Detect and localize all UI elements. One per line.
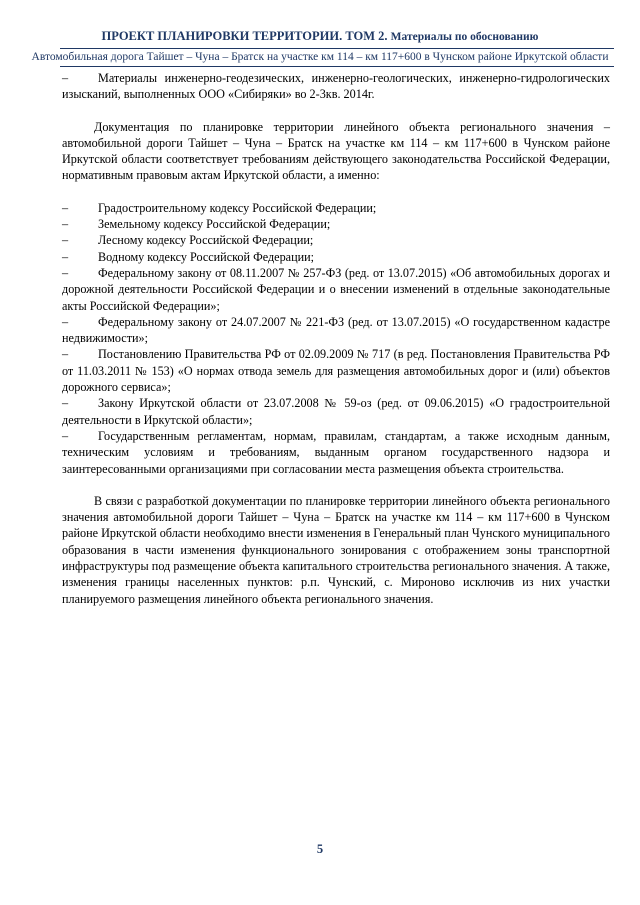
list-item [62, 216, 610, 232]
list-dash: – [62, 347, 69, 362]
header-divider-bottom [60, 66, 614, 67]
list-item-text: Градостроительному кодексу Российской Федерации; [98, 200, 377, 215]
list-dash: – [62, 217, 69, 232]
header-subtitle: Автомобильная дорога Тайшет – Чуна – Братск на участке км 114 – км 117+600 в Чунском районе Иркутской области [31, 51, 609, 63]
list-item-text: Федеральному закону от 24.07.2007 № 221-ФЗ (ред. от 13.07.2015) «О государственном кадастре недвижимости»; [62, 314, 610, 346]
list-item-text: Государственным регламентам, нормам, правилам, стандартам, а также исходным данным, техническим условиям и требованиям, выданным органом государственного надзора и заинтересованными организациями при согласовании места размещения объекта строительства. [62, 428, 610, 476]
list-item [62, 232, 610, 248]
list-item-text: Земельному кодексу Российской Федерации; [98, 217, 331, 232]
list-item-text: Лесному кодексу Российской Федерации; [98, 233, 314, 248]
list-dash: – [62, 396, 69, 411]
list-dash: – [62, 200, 69, 215]
list-dash: – [62, 249, 69, 264]
list-item-text: Закону Иркутской области от 23.07.2008 № 59-оз (ред. от 09.06.2015) «О градостроительной деятельности в Иркутской области»; [62, 396, 610, 427]
header-title [0, 29, 640, 44]
paragraph-general-plan: В связи с разработкой документации по планировке территории линейного объекта регионального значения автомобильной дороги Тайшет – Чуна – Братск на участке км 114 – км 117+600 в Чунском районе Иркутской области необходимо внести изменения в Генеральный план Чунского муниципального образования в части изменения функционального зонирования с отображением зоны транспортной инфраструктуры под размещение объекта капитального строительства регионального значения. А также, изменения границы населенных пунктов: р.п. Чунский, с. Мироново исключив из них участки планируемого размещения линейного объекта регионального значения. [62, 493, 610, 606]
legislation-list [62, 200, 610, 477]
header-title-sub: Материалы по обоснованию [390, 31, 539, 43]
list-item-text: Постановлению Правительства РФ от 02.09.2009 № 717 (в ред. Постановления Правительства РФ от 11.03.2011 № 153) «О нормах отвода земель для размещения автомобильных дорог и (или) объектов дорожного сервиса»; [62, 347, 610, 395]
header-title-main: ПРОЕКТ ПЛАНИРОВКИ ТЕРРИТОРИИ. ТОМ 2. [101, 29, 388, 43]
list-item [62, 249, 610, 265]
intro-list-text: Материалы инженерно-геодезических, инженерно-геологических, инженерно-гидрологических изысканий, выполненных ООО «Сибиряки» во 2-3кв. 2014г. [62, 71, 610, 102]
header-divider-top [60, 48, 614, 49]
list-item [62, 265, 610, 314]
list-item [62, 200, 610, 216]
list-dash: – [62, 314, 69, 329]
list-dash: – [62, 233, 69, 248]
intro-list-item [62, 70, 610, 103]
document-body [62, 70, 610, 607]
list-item-text: Федеральному закону от 08.11.2007 № 257-ФЗ (ред. от 13.07.2015) «Об автомобильных дорогах и дорожной деятельности Российской Федерации и о внесении изменений в отдельные законодательные акты Российской Федерации»; [62, 265, 610, 313]
list-item-text: Водному кодексу Российской Федерации; [98, 249, 315, 264]
list-item [62, 395, 610, 428]
list-item [62, 314, 610, 347]
page-number: 5 [316, 842, 324, 856]
list-dash: – [62, 71, 69, 85]
list-dash: – [62, 428, 69, 443]
list-item [62, 346, 610, 395]
paragraph-compliance: Документация по планировке территории линейного объекта регионального значения – автомобильной дороги Тайшет – Чуна – Братск на участке км 114 – км 117+600 в Чунском районе Иркутской области соответствует требованиям действующего законодательства Российской Федерации, нормативным правовым актам Иркутской области, а именно: [62, 119, 610, 183]
list-item [62, 428, 610, 477]
list-dash: – [62, 265, 69, 280]
